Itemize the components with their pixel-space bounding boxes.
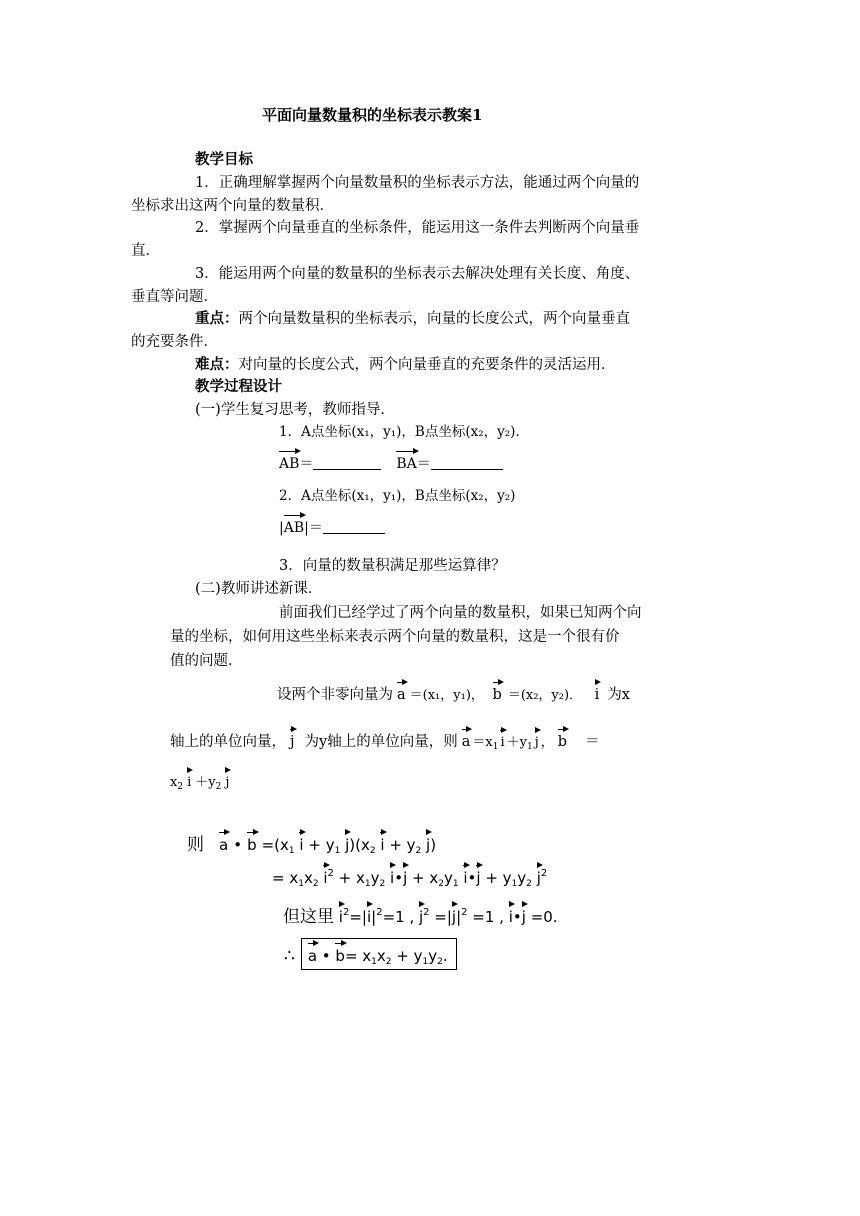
derivation-result: [284, 938, 457, 970]
difficulty-line: [195, 358, 616, 373]
vector-ba: BA: [396, 451, 416, 471]
question-1: 1．A点坐标(x₁，y₁)，B点坐标(x₂，y₂)．: [279, 424, 529, 440]
objective-2-line-1: 2．掌握两个向量垂直的坐标条件，能运用这一条件去判断两个向量垂: [195, 220, 640, 236]
vector-i: i: [595, 682, 600, 703]
setup-prefix: 设两个非零向量为: [277, 687, 393, 703]
vector-b: b: [335, 943, 345, 964]
result-box: a • $b= x_1x_2 + y_1y_2$.: [301, 938, 457, 970]
vector-b: b: [558, 729, 567, 750]
vector-blanks-row: [279, 451, 503, 471]
vector-a-expansion: $=x_1$ $i +y_1$ j ，: [472, 735, 553, 750]
setup-i-suffix: 为x: [607, 687, 630, 703]
objective-3-line-1: 3．能运用两个向量的数量积的坐标表示去解决处理有关长度、角度、: [195, 266, 640, 282]
vector-j: j: [225, 770, 229, 789]
then-label: 则: [187, 835, 204, 855]
vector-a: a: [462, 729, 471, 750]
key-point-line-2: 的充要条件．: [131, 334, 218, 350]
process-part-2: (二)教师讲述新课．: [195, 581, 323, 597]
document-title: 平面向量数量积的坐标表示教案1: [262, 106, 483, 124]
equals-sign: ＝: [416, 456, 431, 472]
vector-b: b: [493, 682, 502, 703]
objectives-heading: 教学目标: [195, 151, 253, 168]
setup-line-2-mid: 为y轴上的单位向量，则: [304, 734, 458, 750]
setup-line-3: $x_2$ $i +y_2$ j: [170, 770, 233, 792]
setup-line-1: [277, 682, 630, 703]
equals-sign: ＝: [299, 456, 314, 472]
lecture-line-1: 前面我们已经学过了两个向量的数量积，如果已知两个向: [279, 605, 642, 621]
answer-blank-ba[interactable]: [431, 469, 503, 470]
vector-b: b: [247, 832, 257, 853]
difficulty-label: 难点：: [195, 356, 239, 373]
vector-a-coords: ＝(x₁，y₁)，: [409, 688, 484, 703]
lecture-line-2: 量的坐标，如何用这些坐标来表示两个向量的数量积，这是一个很有价: [170, 629, 620, 645]
difficulty-text: 对向量的长度公式，两个向量垂直的充要条件的灵活运用．: [238, 357, 616, 373]
setup-line-2: [170, 729, 600, 752]
process-part-1: (一)学生复习思考，教师指导．: [195, 402, 395, 418]
vector-a: a: [397, 682, 406, 703]
vector-a: a: [308, 943, 317, 964]
therefore-symbol: ∴: [284, 946, 295, 966]
vector-j: j: [290, 729, 295, 750]
lecture-line-3: 值的问题．: [170, 653, 243, 669]
length-blank-row: [279, 515, 385, 535]
objective-2-line-2: 直．: [131, 243, 160, 259]
vector-b-coords: ＝(x₂，y₂)．: [507, 688, 583, 703]
abs-bar-right: |: [304, 520, 309, 536]
key-point-line-1: [195, 312, 630, 327]
setup-line-2-prefix: 轴上的单位向量，: [170, 734, 286, 750]
answer-blank-length[interactable]: [323, 533, 385, 534]
vector-i: i: [187, 770, 191, 789]
vector-ab: AB: [279, 451, 299, 471]
vector-ab: AB: [284, 515, 304, 535]
objective-3-line-2: 垂直等问题．: [131, 289, 218, 305]
but-label: 但这里: [283, 907, 334, 927]
question-3: 3．向量的数量积满足那些运算律？: [279, 558, 506, 574]
objective-1-line-2: 坐标求出这两个向量的数量积．: [131, 198, 334, 214]
objective-1-line-1: 1．正确理解掌握两个向量数量积的坐标表示方法，能通过两个向量的: [195, 175, 640, 191]
derivation-line-2: = $x_1x_2$ $i^2 + x_1y_2$ i•j + $x_2y_1$ i•j + $y_1y_2$ $j^2$: [272, 865, 547, 889]
derivation-line-1: 则 a • $b =(x_1$ $i + y_1$ $j)(x_2$ $i + y_2$ j): [187, 832, 436, 856]
equals-sign: ＝: [308, 520, 323, 536]
key-point-label: 重点：: [195, 310, 239, 327]
equals-sign: ＝: [585, 734, 600, 750]
abs-bar-left: |: [279, 520, 284, 536]
vector-a: a: [219, 832, 228, 853]
key-point-text: 两个向量数量积的坐标表示，向量的长度公式，两个向量垂直: [238, 311, 630, 327]
process-heading: 教学过程设计: [195, 378, 282, 395]
question-2: 2．A点坐标(x₁，y₁)，B点坐标(x₂，y₂): [279, 488, 516, 504]
answer-blank-ab[interactable]: [313, 469, 381, 470]
derivation-line-3: 但这里 $i^2=|i|^2=1$ , $j^2 =|j|^2 =1$ , i•j =0.: [283, 904, 558, 926]
